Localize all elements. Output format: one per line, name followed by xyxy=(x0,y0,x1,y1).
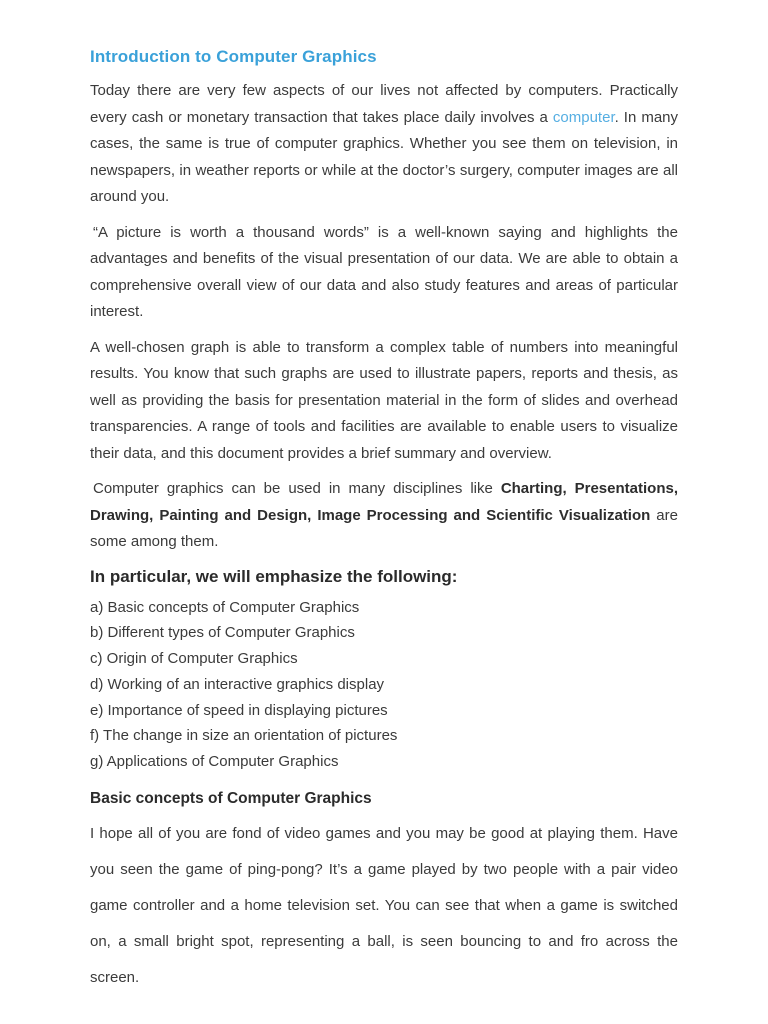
paragraph-computers-daily-life xyxy=(90,78,678,211)
disciplines-bold-text: Charting, Presentations, Drawing, Painting and Design, Image Processing and Scientific Visualization xyxy=(90,480,678,524)
paragraph-text: are some among them. xyxy=(90,506,678,550)
paragraph-text: Computer graphics can be used in many disciplines like xyxy=(93,480,501,497)
list-item-speed: e) Importance of speed in displaying pictures xyxy=(90,701,388,719)
paragraph-text: Today there are very few aspects of our lives not affected by computers. Practically every cash or monetary transaction that takes place daily involves a xyxy=(90,82,678,126)
list-item-origin: c) Origin of Computer Graphics xyxy=(90,650,298,668)
document-title: Introduction to Computer Graphics xyxy=(90,47,377,66)
list-item-different-types: b) Different types of Computer Graphics xyxy=(90,624,355,642)
basic-concepts-heading: Basic concepts of Computer Graphics xyxy=(90,790,372,808)
paragraph-text: . In many cases, the same is true of computer graphics. Whether you see them on television, in newspapers, in weather reports or while at the doctor’s surgery, computer images are all around you. xyxy=(90,108,678,205)
topics-list xyxy=(90,595,678,776)
list-item-applications: g) Applications of Computer Graphics xyxy=(90,753,339,771)
emphasis-heading: In particular, we will emphasize the following: xyxy=(90,566,458,586)
list-item-basic-concepts: a) Basic concepts of Computer Graphics xyxy=(90,598,360,616)
paragraph-well-chosen-graph: A well-chosen graph is able to transform a complex table of numbers into meaningful results. You know that such graphs are used to illustrate papers, reports and thesis, as well as providing the basis for presentation material in the form of slides and overhead transparencies. A range of tools and facilities are available to enable users to visualize their data, and this document provides a brief summary and overview. xyxy=(90,338,678,462)
paragraph-picture-worth-thousand-words: “A picture is worth a thousand words” is a well-known saying and highlights the advantages and benefits of the visual presentation of our data. We are able to obtain a comprehensive overall view of our data and also study features and areas of particular interest. xyxy=(90,223,678,320)
paragraph-disciplines xyxy=(90,476,678,556)
list-item-interactive-display: d) Working of an interactive graphics display xyxy=(90,675,385,693)
list-item-size-orientation: f) The change in size an orientation of pictures xyxy=(90,727,398,745)
paragraph-video-games: I hope all of you are fond of video games and you may be good at playing them. Have you seen the game of ping-pong? It’s a game played by two people with a pair video game controller and a home television set. You can see that when a game is switched on, a small bright spot, representing a ball, is seen bouncing to and fro across the screen. xyxy=(90,825,678,987)
computer-link[interactable]: computer xyxy=(552,108,615,126)
